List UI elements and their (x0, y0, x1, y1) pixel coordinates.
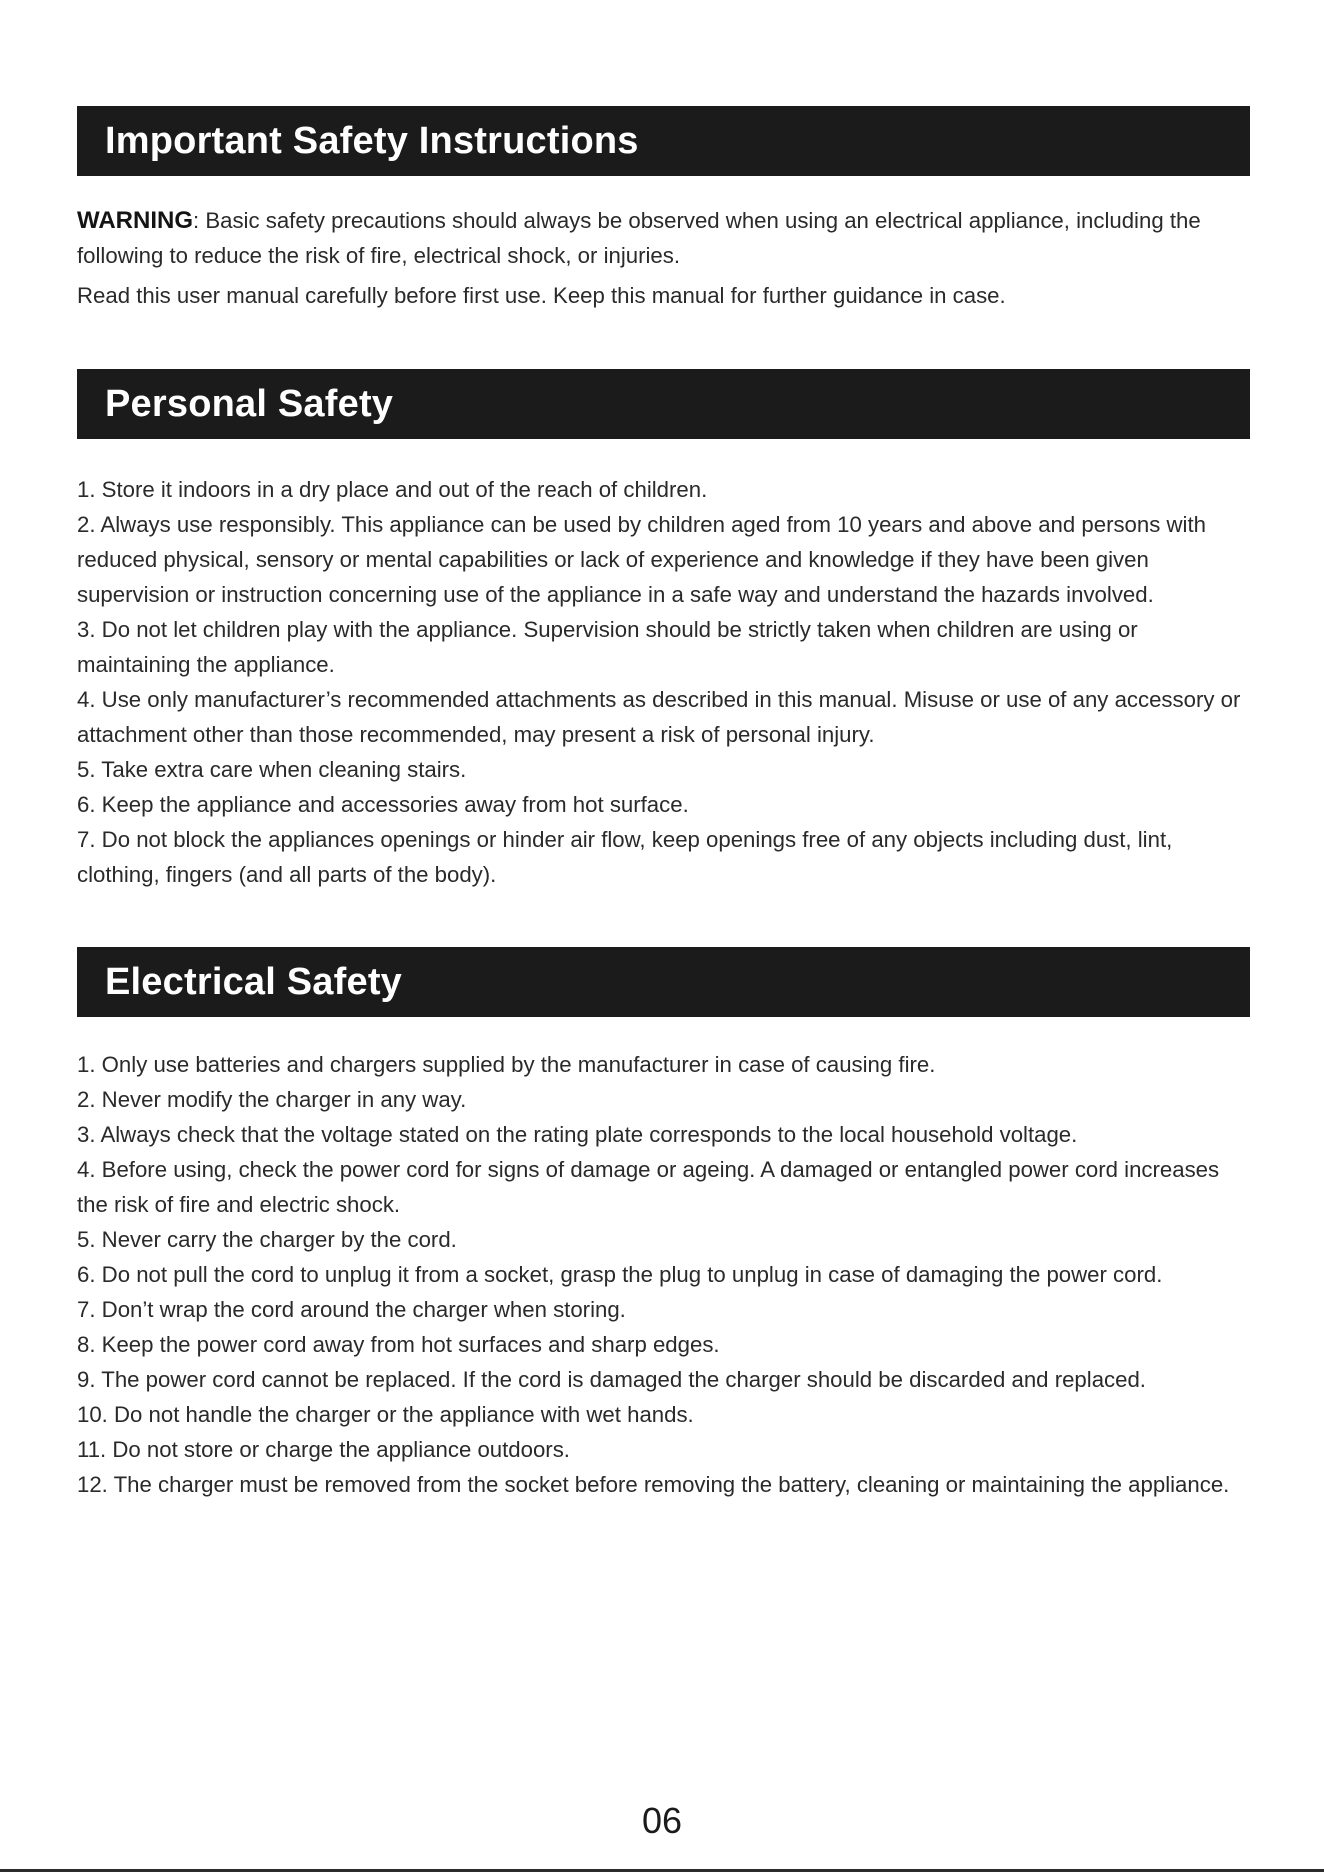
list-item: 7. Don’t wrap the cord around the charger when storing. (77, 1297, 626, 1322)
list-item: 3. Always check that the voltage stated on the rating plate corresponds to the local household voltage. (77, 1122, 1078, 1147)
list-item: 3. Do not let children play with the appliance. Supervision should be strictly taken when children are using or maintaining the appliance. (77, 617, 1138, 677)
section-header-personal-safety (77, 369, 1250, 439)
manual-page (77, 106, 1250, 1502)
list-item: 11. Do not store or charge the appliance outdoors. (77, 1437, 570, 1462)
section-title: Important Safety Instructions (105, 119, 639, 162)
page-number: 06 (641, 1800, 683, 1841)
list-item: 6. Keep the appliance and accessories away from hot surface. (77, 792, 689, 817)
list-item: 6. Do not pull the cord to unplug it from a socket, grasp the plug to unplug in case of damaging the power cord. (77, 1262, 1163, 1287)
list-item: 4. Before using, check the power cord for signs of damage or ageing. A damaged or entangled power cord increases the risk of fire and electric shock. (77, 1157, 1220, 1217)
list-item: 1. Store it indoors in a dry place and out of the reach of children. (77, 477, 708, 502)
list-item: 4. Use only manufacturer’s recommended attachments as described in this manual. Misuse or use of any accessory or attachment other than those recommended, may present a risk of personal injury. (77, 687, 1241, 747)
electrical-safety-list (77, 1047, 1250, 1502)
section-header-electrical-safety (77, 947, 1250, 1017)
list-item: 5. Never carry the charger by the cord. (77, 1227, 457, 1252)
list-item: 1. Only use batteries and chargers supplied by the manufacturer in case of causing fire. (77, 1052, 936, 1077)
read-manual-paragraph: Read this user manual carefully before first use. Keep this manual for further guidance in case. (77, 283, 1006, 308)
list-item: 12. The charger must be removed from the socket before removing the battery, cleaning or maintaining the appliance. (77, 1472, 1230, 1497)
list-item: 8. Keep the power cord away from hot surfaces and sharp edges. (77, 1332, 720, 1357)
list-item: 2. Always use responsibly. This appliance can be used by children aged from 10 years and above and persons with reduced physical, sensory or mental capabilities or lack of experience and knowledge if they have been given supervision or instruction concerning use of the appliance in a safe way and understand the hazards involved. (77, 512, 1206, 607)
list-item: 2. Never modify the charger in any way. (77, 1087, 467, 1112)
list-item: 9. The power cord cannot be replaced. If the cord is damaged the charger should be discarded and replaced. (77, 1367, 1146, 1392)
list-item: 7. Do not block the appliances openings or hinder air flow, keep openings free of any objects including dust, lint, clothing, fingers (and all parts of the body). (77, 827, 1173, 887)
list-item: 10. Do not handle the charger or the appliance with wet hands. (77, 1402, 694, 1427)
intro-block (77, 203, 1250, 313)
list-item: 5. Take extra care when cleaning stairs. (77, 757, 467, 782)
section-title: Personal Safety (105, 382, 394, 425)
section-title: Electrical Safety (105, 960, 403, 1003)
warning-label: WARNING (77, 207, 193, 234)
warning-paragraph (77, 203, 1250, 273)
section-header-important-safety-instructions (77, 106, 1250, 176)
warning-text: : Basic safety precautions should always be observed when using an electrical appliance, including the following to reduce the risk of fire, electrical shock, or injuries. (77, 208, 1201, 268)
personal-safety-list (77, 472, 1250, 892)
